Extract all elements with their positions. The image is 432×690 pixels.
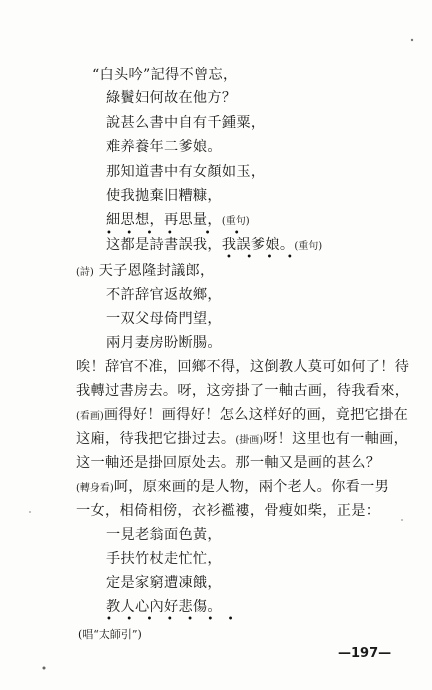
prose-line-4b-text: 呀！这里也有一軸画， — [263, 431, 409, 447]
verse3-line-2: 手扶竹杖走忙忙， — [106, 551, 222, 567]
prose-line-7: 一女，相倚相傍，衣衫襤褸，骨瘦如柴，正是： — [76, 503, 381, 519]
verse-line-3: 說甚么書中自有千鍾粟， — [106, 115, 266, 131]
speck — [29, 511, 31, 513]
prose-line-3-text: 画得好！画得好！怎么这样好的画，竟把它掛在 — [103, 407, 409, 423]
stage-direction-hang: (掛画) — [235, 435, 264, 446]
verse-line-5: 那知道書中有女顏如玉， — [106, 164, 266, 180]
verse-line-4: 难养養年二爹娘。 — [106, 139, 222, 155]
page-number: —197— — [338, 646, 392, 661]
repeat-note-1: (重句) — [221, 216, 250, 227]
poem-line-3: 一双父母倚門望， — [106, 311, 222, 327]
verse-line-8-text: 这都是詩書誤我，我誤爹娘。 — [106, 237, 295, 253]
prose-line-4-text: 这廂，待我把它掛过去。 — [76, 431, 236, 447]
emphasis-dots-2: • • • • — [226, 252, 299, 263]
prose-line-5: 这一軸还是掛回原处去。那一軸又是画的甚么？ — [76, 455, 381, 471]
verse-line-6: 使我拋棄旧糟糠， — [106, 188, 222, 204]
tune-note: (唱“太師引”) — [78, 628, 142, 641]
poem-line-2: 不許辞官返故鄉， — [106, 287, 222, 303]
verse3-line-3: 定是家窮遭凍餓， — [106, 575, 222, 591]
speck — [401, 519, 403, 521]
verse3-line-4: 教人心內好悲傷。 — [106, 599, 222, 615]
emphasis-dots-1: • • • • • • — [106, 228, 246, 239]
speck — [43, 667, 46, 670]
repeat-note-2: (重句) — [294, 241, 323, 252]
emphasis-dots-3: • • • • • • • — [106, 614, 240, 625]
poem-marker: (詩) — [76, 267, 94, 278]
poem-line-1: 天子恩隆封議郎， — [98, 263, 215, 279]
stage-direction-look: (看画) — [76, 411, 104, 422]
speck — [411, 39, 413, 41]
verse-line-7-text: 細思想，再思量， — [106, 212, 222, 228]
prose-line-2: 我轉过書房去。呀，这旁掛了一軸古画，待我看來， — [76, 383, 410, 399]
verse-line-1: “白头吟”記得不曾忘， — [92, 67, 238, 83]
poem-line-4: 兩月妻房盼断腸。 — [106, 335, 222, 351]
stage-direction-turn: (轉身看) — [76, 483, 114, 494]
verse3-line-1: 一見老翁面色黃， — [106, 527, 222, 543]
verse-line-2: 綠鬢妇何故在他方？ — [106, 90, 237, 106]
prose-line-1: 唉！辞官不准，回鄉不得，这倒教人莫可如何了！待 — [76, 359, 410, 375]
prose-line-6-text: 呵，原來画的是人物，兩个老人。你看一男 — [113, 479, 390, 495]
